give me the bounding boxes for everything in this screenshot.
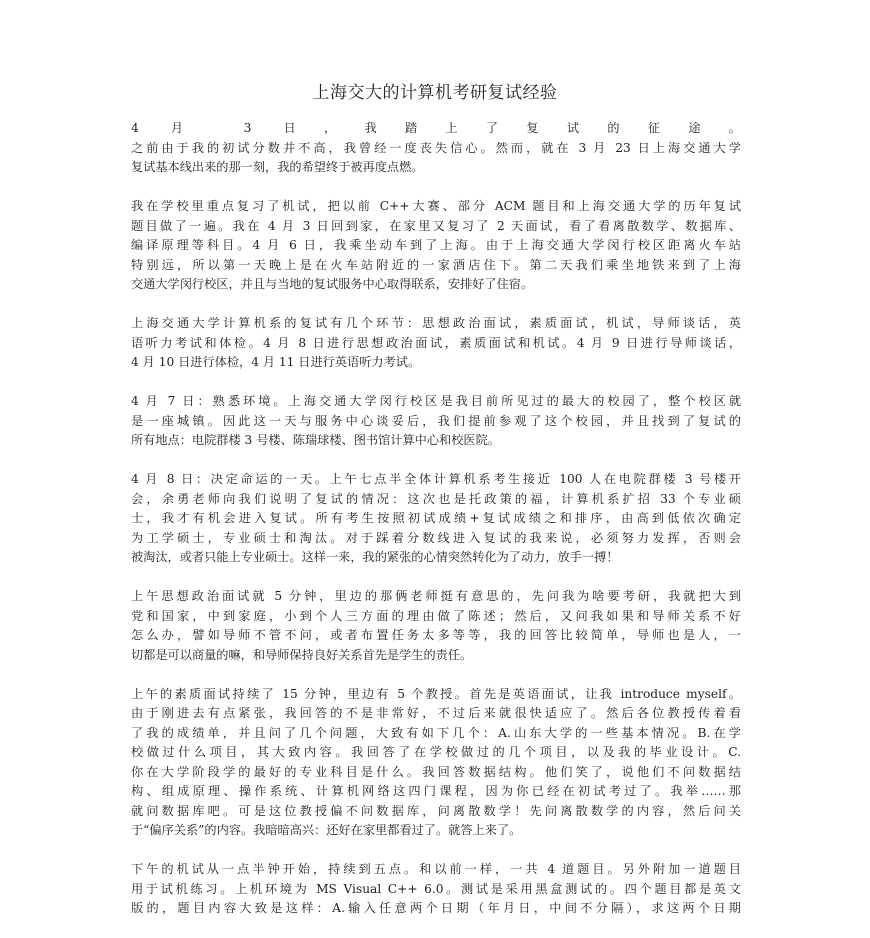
document-title: 上海交大的计算机考研复试经验: [312, 83, 558, 103]
text-line: 士，我才有机会进入复试。所有考生按照初试成绩+复试成绩之和排序，由高到低依次确定: [131, 511, 741, 525]
paragraph: [131, 470, 741, 568]
paragraph: [131, 587, 741, 665]
text-line: 特别远，所以第一天晚上是在火车站附近的一家酒店住下。第二天我们乘坐地铁来到了上海: [131, 257, 741, 272]
text-line: 之前由于我的初试分数并不高，我曾经一度丧失信心。然而，就在 3 月 23 日上海交通大学: [131, 140, 741, 155]
paragraph: [131, 860, 741, 919]
text-line: 交通大学闵行校区，并且与当地的复试服务中心取得联系，安排好了住宿。: [131, 277, 534, 291]
text-line: 构、组成原理、操作系统、计算机网络这四门课程，因为你已经在初试考过了。我举……那: [131, 784, 741, 798]
text-line: 党和国家，中到家庭，小到个人三方面的理由做了陈述；然后，又问我如果和导师关系不好: [131, 608, 741, 623]
text-line: 你在大学阶段学的最好的专业科目是什么。我回答数据结构。他们笑了，说他们不问数据结: [131, 764, 741, 779]
document-body: [131, 119, 741, 938]
text-line: 由于刚进去有点紧张，我回答的不是非常好，不过后来就很快适应了。然后各位教授传着看: [131, 706, 741, 720]
text-line: 下午的机试从一点半钟开始，持续到五点。和以前一样，一共 4 道题目。另外附加一道题目: [131, 862, 741, 876]
text-line: 4 月 7 日：熟悉环境。上海交通大学闵行校区是我目前所见过的最大的校园了，整个校区就: [131, 394, 741, 408]
paragraph: [131, 314, 741, 373]
text-line: 编译原理等科目。4 月 6 日，我乘坐动车到了上海。由于上海交通大学闵行校区距离火车站: [131, 238, 741, 252]
paragraph: [131, 685, 741, 841]
text-line: 会，余勇老师向我们说明了复试的情况：这次也是托政策的福，计算机系扩招 33 个专业硕: [131, 491, 741, 506]
text-line: 上海交通大学计算机系的复试有几个环节：思想政治面试，素质面试，机试，导师谈话，英: [131, 316, 741, 330]
text-line: 为工学硕士，专业硕士和淘汰。对于踩着分数线进入复试的我来说，必须努力发挥，否则会: [131, 530, 741, 545]
paragraph: [131, 197, 741, 295]
text-line: 题目做了一遍。我在 4 月 3 日回到家，在家里又复习了 2 天面试，看了看离散数学、数据库、: [131, 218, 741, 233]
text-line: 怎么办，譬如导师不管不问，或者布置任务太多等等，我的回答比较简单，导师也是人，一: [131, 628, 741, 642]
text-line: 校做过什么项目，其大致内容。我回答了在学校做过的几个项目，以及我的毕业设计。C.: [131, 745, 741, 759]
text-line: 上午思想政治面试就 5 分钟，里边的那俩老师挺有意思的，先问我为啥要考研，我就把大到: [131, 589, 741, 603]
text-line: 我在学校里重点复习了机试，把以前 C++大赛、部分 ACM 题目和上海交通大学的历年复试: [131, 199, 741, 213]
paragraph: [131, 119, 741, 178]
text-line: 用于试机练习。上机环境为 MS Visual C++ 6.0。测试是采用黑盒测试的。四个题目都是英文: [131, 881, 741, 896]
text-line: 被淘汰，或者只能上专业硕士。这样一来，我的紧张的心情突然转化为了动力，放手一搏！: [131, 550, 619, 564]
text-line: 切都是可以商量的嘛，和导师保持良好关系首先是学生的责任。: [131, 647, 473, 662]
text-line: 版的，题目内容大致是这样：A.输入任意两个日期（年月日，中间不分隔），求这两个日期: [131, 901, 741, 915]
text-line: 语听力考试和体检。4 月 8 日进行思想政治面试，素质面试和机试。4 月 9 日进行导师谈话，: [131, 335, 741, 350]
text-line: 于“偏序关系”的内容。我暗暗高兴：还好在家里都看过了。就答上来了。: [131, 823, 522, 837]
text-line: 了我的成绩单，并且问了几个问题，大致有如下几个：A.山东大学的一些基本情况。B.在学: [131, 725, 741, 740]
text-line: 4 月 3 日，我踏上了复试的征途。: [131, 121, 741, 135]
text-line: 上午的素质面试持续了 15 分钟，里边有 5 个教授。首先是英语面试，让我 introduce myself。: [131, 686, 741, 701]
text-line: 4 月 10 日进行体检，4 月 11 日进行英语听力考试。: [131, 355, 421, 369]
text-line: 4 月 8 日：决定命运的一天。上午七点半全体计算机系考生接近 100 人在电院群楼 3 号楼开: [131, 472, 741, 486]
text-line: 复试基本线出来的那一刻，我的希望终于被再度点燃。: [131, 160, 424, 174]
text-line: 所有地点：电院群楼 3 号楼、陈瑞球楼、图书馆计算中心和校医院。: [131, 433, 500, 447]
text-line: 是一座城镇。因此这一天与服务中心谈妥后，我们提前参观了这个校园，并且找到了复试的: [131, 413, 741, 428]
paragraph: [131, 392, 741, 451]
text-line: 就问数据库吧。可是这位教授偏不问数据库，问离散数学！先问离散数学的内容，然后问关: [131, 803, 741, 818]
